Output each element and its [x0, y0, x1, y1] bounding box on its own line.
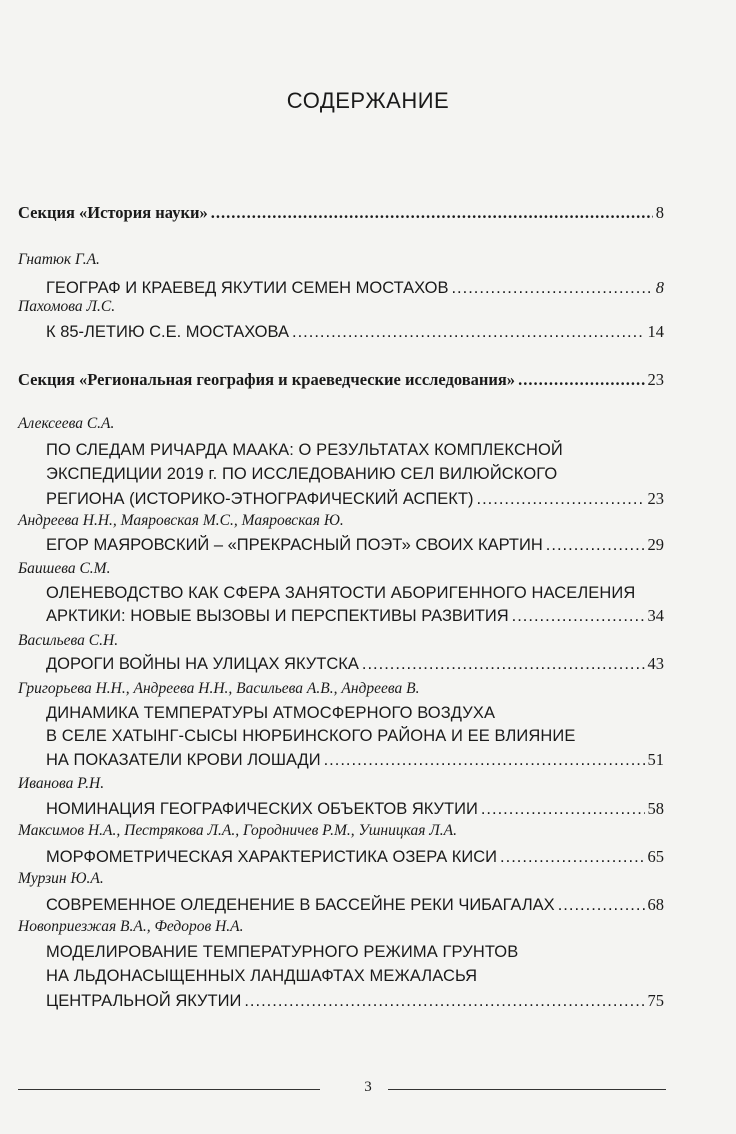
dot-leader — [451, 279, 652, 298]
entry-title-line[interactable] — [46, 895, 664, 915]
entry-title-line[interactable] — [46, 489, 664, 509]
entry-page: 68 — [647, 895, 664, 914]
dot-leader — [518, 370, 644, 390]
title-text: ГЕОГРАФ И КРАЕВЕД ЯКУТИИ СЕМЕН МОСТАХОВ — [46, 279, 449, 297]
dot-leader — [324, 751, 645, 770]
entry-page: 43 — [647, 654, 664, 673]
entry-title-line[interactable]: ЭКСПЕДИЦИИ 2019 г. ПО ИССЛЕДОВАНИЮ СЕЛ ВИЛЮЙСКОГО — [46, 465, 558, 483]
dot-leader — [500, 848, 644, 867]
entry-title-line[interactable] — [46, 991, 664, 1011]
title-text: НОМИНАЦИЯ ГЕОГРАФИЧЕСКИХ ОБЪЕКТОВ ЯКУТИИ — [46, 800, 478, 818]
entry-title-line[interactable] — [46, 535, 664, 555]
entry-title-line[interactable]: НА ЛЬДОНАСЫЩЕННЫХ ЛАНДШАФТАХ МЕЖАЛАСЬЯ — [46, 967, 478, 985]
entry-authors: Григорьева Н.Н., Андреева Н.Н., Васильева А.В., Андреева В. — [18, 680, 420, 697]
entry-title-line[interactable]: ДИНАМИКА ТЕМПЕРАТУРЫ АТМОСФЕРНОГО ВОЗДУХА — [46, 704, 496, 722]
dot-leader — [477, 490, 645, 509]
section-page: 8 — [655, 203, 664, 222]
entry-title-line[interactable]: ПО СЛЕДАМ РИЧАРДА МААКА: О РЕЗУЛЬТАТАХ КОМПЛЕКСНОЙ — [46, 441, 563, 459]
entry-page: 51 — [647, 750, 664, 769]
entry-page: 75 — [647, 991, 664, 1010]
entry-title-line[interactable] — [46, 847, 664, 867]
entry-authors: Алексеева С.А. — [18, 415, 115, 432]
entry-page: 8 — [655, 278, 664, 297]
section-page: 23 — [647, 370, 664, 389]
title-text: К 85-ЛЕТИЮ С.Е. МОСТАХОВА — [46, 323, 289, 341]
entry-page: 14 — [647, 322, 664, 341]
section-label: Секция «История науки» — [18, 203, 208, 222]
entry-title-line[interactable]: ОЛЕНЕВОДСТВО КАК СФЕРА ЗАНЯТОСТИ АБОРИГЕННОГО НАСЕЛЕНИЯ — [46, 584, 636, 602]
entry-title-line[interactable] — [46, 322, 664, 342]
title-text: ДОРОГИ ВОЙНЫ НА УЛИЦАХ ЯКУТСКА — [46, 655, 359, 673]
entry-authors: Пахомова Л.С. — [18, 298, 116, 315]
section-heading-history[interactable] — [18, 203, 664, 223]
title-text: РЕГИОНА (ИСТОРИКО-ЭТНОГРАФИЧЕСКИЙ АСПЕКТ) — [46, 490, 474, 508]
title-text: НА ПОКАЗАТЕЛИ КРОВИ ЛОШАДИ — [46, 751, 321, 769]
entry-authors: Иванова Р.Н. — [18, 775, 105, 792]
entry-page: 29 — [647, 535, 664, 554]
page-title: СОДЕРЖАНИЕ — [286, 88, 450, 113]
section-label: Секция «Региональная география и краеведческие исследования» — [18, 370, 516, 389]
entry-title-line[interactable] — [46, 606, 664, 626]
dot-leader — [512, 607, 645, 626]
entry-authors: Максимов Н.А., Пестрякова Л.А., Городничев Р.М., Ушницкая Л.А. — [18, 822, 458, 839]
entry-title-line[interactable] — [46, 654, 664, 674]
title-text: АРКТИКИ: НОВЫЕ ВЫЗОВЫ И ПЕРСПЕКТИВЫ РАЗВИТИЯ — [46, 607, 509, 625]
entry-page: 65 — [647, 847, 664, 866]
section-heading-regional[interactable] — [18, 370, 664, 390]
entry-authors: Мурзин Ю.А. — [18, 870, 104, 887]
title-text: СОВРЕМЕННОЕ ОЛЕДЕНЕНИЕ В БАССЕЙНЕ РЕКИ ЧИБАГАЛАХ — [46, 896, 555, 914]
dot-leader — [292, 323, 645, 342]
entry-title-line[interactable] — [46, 750, 664, 770]
dot-leader — [481, 800, 645, 819]
entry-page: 58 — [647, 799, 664, 818]
dot-leader — [546, 536, 645, 555]
entry-title-line[interactable]: В СЕЛЕ ХАТЫНГ-СЫСЫ НЮРБИНСКОГО РАЙОНА И ЕЕ ВЛИЯНИЕ — [46, 727, 576, 745]
entry-authors: Новоприезжая В.А., Федоров Н.А. — [18, 918, 244, 935]
entry-authors: Баишева С.М. — [18, 560, 111, 577]
page-number: 3 — [364, 1079, 372, 1095]
dot-leader — [362, 655, 645, 674]
entry-title-line[interactable] — [46, 278, 664, 298]
entry-page: 34 — [647, 606, 664, 625]
title-text: МОРФОМЕТРИЧЕСКАЯ ХАРАКТЕРИСТИКА ОЗЕРА КИСИ — [46, 848, 498, 866]
dot-leader — [244, 992, 644, 1011]
entry-title-line[interactable] — [46, 799, 664, 819]
dot-leader — [558, 896, 645, 915]
title-text: ЦЕНТРАЛЬНОЙ ЯКУТИИ — [46, 992, 242, 1010]
entry-page: 23 — [647, 489, 664, 508]
entry-title-line[interactable]: МОДЕЛИРОВАНИЕ ТЕМПЕРАТУРНОГО РЕЖИМА ГРУНТОВ — [46, 943, 519, 961]
entry-authors: Андреева Н.Н., Маяровская М.С., Маяровская Ю. — [18, 512, 344, 529]
dot-leader — [211, 203, 653, 223]
entry-authors: Гнатюк Г.А. — [18, 251, 100, 268]
title-text: ЕГОР МАЯРОВСКИЙ – «ПРЕКРАСНЫЙ ПОЭТ» СВОИХ КАРТИН — [46, 536, 543, 554]
entry-authors: Васильева С.Н. — [18, 632, 119, 649]
